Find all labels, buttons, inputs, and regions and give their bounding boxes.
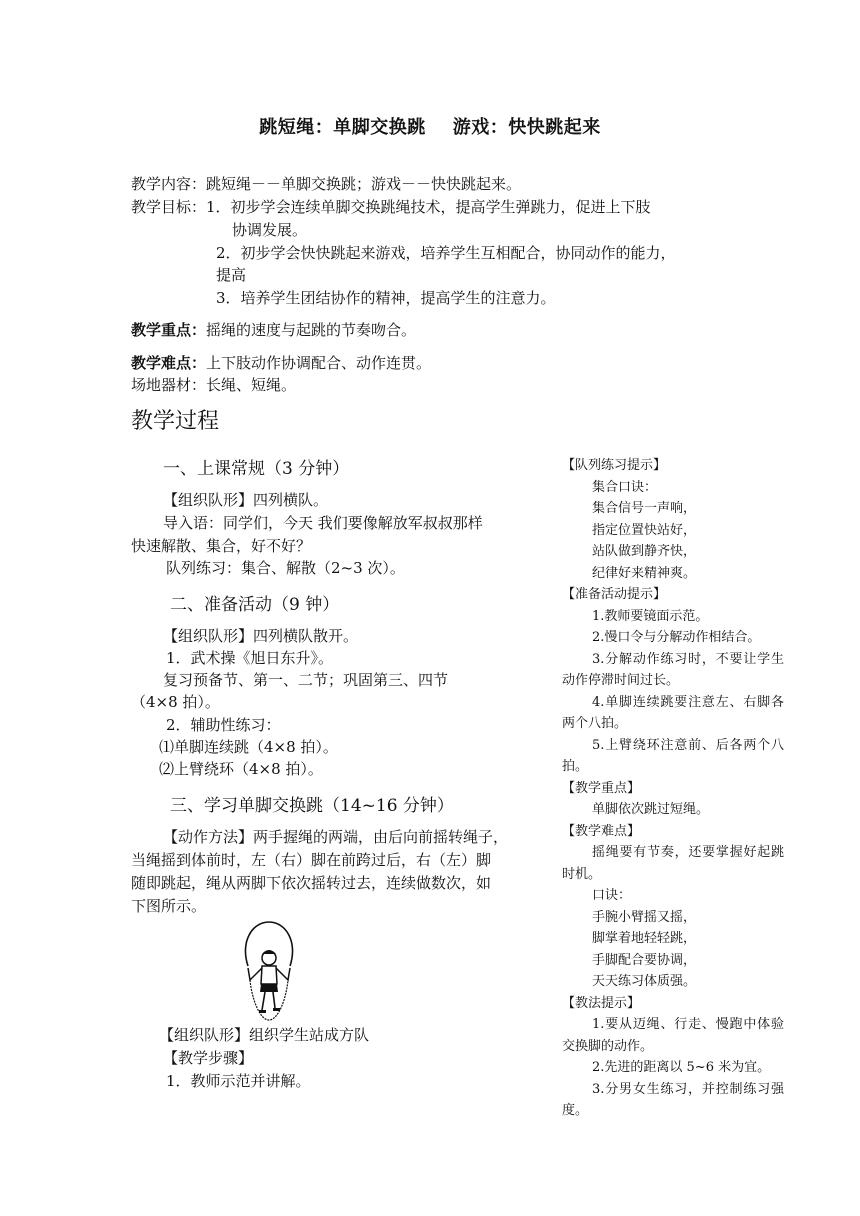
note-key-point-heading: 【教学重点】 <box>562 780 641 796</box>
content-label: 教学内容： <box>131 175 207 193</box>
note-rally-rhyme-label: 集合口诀： <box>592 479 658 495</box>
note-rhyme-line: 指定位置快站好， <box>592 522 697 538</box>
note-warmup-item: 4.单脚连续跳要注意左、右脚各两个八拍。 <box>562 694 784 731</box>
note-rhyme-line: 天天练习体质强。 <box>592 974 697 989</box>
s2-aux-1: ⑴单脚连续跳（4×8 拍）。 <box>159 738 338 756</box>
goal-1b: 协调发展。 <box>232 221 308 239</box>
note-method-item: 3.分男女生练习，并控制练习强度。 <box>562 1081 784 1118</box>
s2-review-b: （4×8 拍）。 <box>131 693 220 711</box>
s3-method-c: 随即跳起，绳从两脚下依次摇转过去，连续做数次，如 <box>131 874 492 892</box>
note-difficulty-heading: 【教学难点】 <box>562 823 641 839</box>
right-notes-column <box>562 455 784 1170</box>
s3-formation: 【组织队形】组织学生站成方队 <box>159 1026 370 1044</box>
goal-2b: 提高 <box>216 266 247 284</box>
section-2-heading: 二、准备活动（9 钟） <box>170 595 340 615</box>
difficulty-line <box>131 352 431 374</box>
note-warmup-item: 2.慢口令与分解动作相结合。 <box>592 630 761 645</box>
s1-intro-a: 导入语：同学们，今天 我们要像解放军叔叔那样 <box>163 514 483 532</box>
s2-formation: 【组织队形】四列横队散开。 <box>163 627 359 645</box>
s2-aux-2: ⑵上臂绕环（4×8 拍）。 <box>159 760 323 778</box>
note-warmup-item: 3.分解动作练习时，不要让学生动作停滞时间过长。 <box>562 651 784 688</box>
difficulty-text: 上下肢动作协调配合、动作连贯。 <box>206 354 432 372</box>
note-rhyme-line: 纪律好来精神爽。 <box>592 565 697 581</box>
s1-intro-b: 快速解散、集合，好不好？ <box>131 537 312 555</box>
child-left-arm <box>248 968 262 980</box>
note-rhyme-line: 站队做到静齐快， <box>592 544 697 559</box>
s3-steps-label: 【教学步骤】 <box>163 1049 254 1067</box>
note-rhyme-line: 手腕小臂摇又摇， <box>592 909 697 925</box>
s2-review-a: 复习预备节、第一、二节；巩固第三、四节 <box>163 671 449 689</box>
note-rhyme-label: 口诀： <box>592 888 632 903</box>
child-right-arm <box>276 968 290 980</box>
s1-drill: 队列练习：集合、解散（2~3 次）。 <box>166 559 405 577</box>
s3-method-a: 【动作方法】两手握绳的两端，由后向前摇转绳子， <box>163 828 509 846</box>
s1-formation: 【组织队形】四列横队。 <box>163 491 329 509</box>
child-legs <box>262 992 275 1010</box>
s2-wushu: 1．武术操《旭日东升》。 <box>166 649 334 667</box>
goals-line <box>131 196 651 218</box>
page-title: 跳短绳：单脚交换跳 游戏：快快跳起来 <box>259 117 601 138</box>
goal-2a: 2．初步学会快快跳起来游戏，培养学生互相配合，协同动作的能力， <box>216 244 676 262</box>
jump-rope-child-figure <box>238 920 300 1024</box>
section-1-heading: 一、上课常规（3 分钟） <box>163 459 350 479</box>
note-warmup-tip-heading: 【准备活动提示】 <box>562 587 667 602</box>
content-line <box>131 173 521 195</box>
s3-step-1: 1．教师示范并讲解。 <box>166 1072 311 1090</box>
note-warmup-item: 5.上臂绕环注意前、后各两个八拍。 <box>562 737 784 774</box>
s2-aux: 2．辅助性练习： <box>166 716 281 734</box>
difficulty-label: 教学难点： <box>131 354 207 372</box>
note-drill-tip-heading: 【队列练习提示】 <box>562 458 667 473</box>
goal-1a: 1．初步学会连续单脚交换跳绳技术，提高学生弹跳力，促进上下肢 <box>206 198 651 216</box>
note-method-item: 2.先进的距离以 5~6 米为宜。 <box>592 1060 771 1075</box>
goal-3: 3．培养学生团结协作的精神，提高学生的注意力。 <box>216 289 556 307</box>
note-method-item: 1.要从迈绳、行走、慢跑中体验交换脚的动作。 <box>562 1017 784 1054</box>
note-rhyme-line: 集合信号一声响， <box>592 501 697 516</box>
content-text: 跳短绳－－单脚交换跳；游戏－－快快跳起来。 <box>206 175 522 193</box>
equipment-line: 场地器材：长绳、短绳。 <box>131 376 297 394</box>
child-shirt <box>261 966 277 984</box>
s3-method-b: 当绳摇到体前时，左（右）脚在前跨过后，右（左）脚 <box>131 851 492 869</box>
note-key-point-text: 单脚依次跳过短绳。 <box>592 802 710 817</box>
section-3-heading: 三、学习单脚交换跳（14~16 分钟） <box>170 796 454 816</box>
note-warmup-item: 1.教师要镜面示范。 <box>592 608 709 624</box>
s3-method-d: 下图所示。 <box>131 897 207 915</box>
note-rhyme-line: 手脚配合要协调， <box>592 952 697 968</box>
child-shorts <box>260 984 278 992</box>
key-point-label: 教学重点： <box>131 321 207 339</box>
note-rhyme-line: 脚掌着地轻轻跳， <box>592 931 697 946</box>
key-point-text: 摇绳的速度与起跳的节奏吻合。 <box>206 321 417 339</box>
note-difficulty-text: 摇绳要有节奏，还要掌握好起跳时机。 <box>562 845 784 882</box>
goals-label: 教学目标： <box>131 198 207 216</box>
process-heading: 教学过程 <box>131 409 220 434</box>
note-method-tip-heading: 【教法提示】 <box>562 995 641 1011</box>
child-hair <box>262 950 276 954</box>
key-point-line <box>131 319 416 341</box>
